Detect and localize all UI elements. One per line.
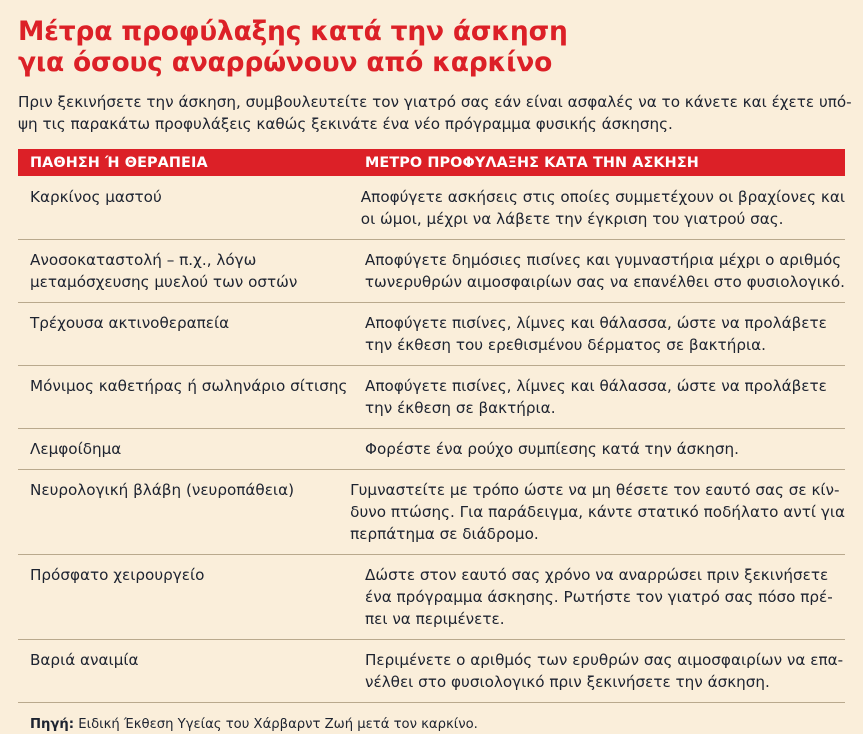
cell-precaution-line: περπάτημα σε διάδρομο. — [350, 525, 539, 543]
cell-precaution-line: την έκθεση του ερεθισμένου δέρματος σε βακτήρια. — [365, 336, 766, 354]
cell-precaution-line: τωνερυθρών αιμοσφαιρίων σας να επανέλθει στο φυσιολογικό. — [364, 273, 845, 291]
table-row — [18, 240, 845, 303]
source-text: Ειδική Έκθεση Υγείας του Χάρβαρντ Ζωή μετά τον καρκίνο. — [78, 717, 478, 732]
cell-condition-line: Νευρολογική βλάβη (νευροπάθεια) — [30, 481, 295, 499]
cell-precaution — [365, 564, 845, 630]
cell-condition-line: Πρόσφατο χειρουργείο — [30, 566, 205, 584]
cell-condition — [18, 479, 350, 545]
cell-precaution-line: Αποφύγετε πισίνες, λίμνες και θάλασσα, ώστε να προλάβετε — [365, 314, 827, 332]
cell-precaution — [365, 249, 845, 293]
precautions-table — [18, 149, 845, 703]
cell-precaution-line: δυνο πτώσης. Για παράδειγμα, κάντε στατικό ποδήλατο αντί για — [350, 503, 845, 521]
table-header-condition: ΠΑΘΗΣΗ Ή ΘΕΡΑΠΕΙΑ — [30, 154, 208, 171]
cell-precaution — [365, 375, 845, 419]
table-row — [18, 429, 845, 470]
cell-precaution-line: νέλθει στο φυσιολογικό πριν ξεκινήσετε την άσκηση. — [365, 673, 770, 691]
cell-condition-line: Τρέχουσα ακτινοθεραπεία — [30, 314, 230, 332]
cell-condition-line: μεταμόσχευσης μυελού των οστών — [30, 273, 298, 291]
table-row — [18, 366, 845, 429]
source-note — [18, 716, 845, 734]
cell-precaution-line: Φορέστε ένα ρούχο συμπίεσης κατά την άσκηση. — [365, 440, 739, 458]
cell-condition — [18, 186, 361, 230]
cell-condition — [18, 649, 365, 693]
cell-condition — [18, 249, 365, 293]
cell-precaution-line: Γυμναστείτε με τρόπο ώστε να μη θέσετε τον εαυτό σας σε κίν- — [350, 481, 840, 499]
cell-precaution-line: Περιμένετε ο αριθμός των ερυθρών σας αιμοσφαιρίων να επα- — [365, 651, 844, 669]
cell-precaution-line: Αποφύγετε πισίνες, λίμνες και θάλασσα, ώστε να προλάβετε — [365, 377, 827, 395]
cell-precaution — [365, 438, 845, 460]
cell-precaution — [350, 479, 845, 545]
cell-condition-line: Μόνιμος καθετήρας ή σωληνάριο σίτισης — [30, 377, 348, 395]
intro-line-1: Πριν ξεκινήσετε την άσκηση, συμβουλευτείτε τον γιατρό σας εάν είναι ασφαλές να το κάνετε και έχετε υπό- — [18, 93, 852, 111]
table-row — [18, 470, 845, 555]
cell-precaution — [361, 186, 845, 230]
source-label: Πηγή: — [30, 717, 75, 732]
cell-condition-line: Καρκίνος μαστού — [30, 188, 162, 206]
cell-condition — [18, 438, 365, 460]
cell-precaution-line: οι ώμοι, μέχρι να λάβετε την έγκριση του γιατρού σας. — [360, 210, 784, 228]
table-body — [18, 176, 845, 703]
intro-line-2: ψη τις παρακάτω προφυλάξεις καθώς ξεκινάτε ένα νέο πρόγραμμα φυσικής άσκησης. — [18, 114, 673, 133]
table-row — [18, 640, 845, 703]
table-header-precaution: ΜΕΤΡΟ ΠΡΟΦΥΛΑΞΗΣ ΚΑΤΑ ΤΗΝ ΑΣΚΗΣΗ — [365, 154, 699, 171]
page-title-line-1: Μέτρα προφύλαξης κατά την άσκηση — [18, 16, 568, 47]
table-row — [18, 303, 845, 366]
cell-precaution-line: ένα πρόγραμμα άσκησης. Ρωτήστε τον γιατρό σας πόσο πρέ- — [365, 588, 833, 606]
table-row — [18, 555, 845, 640]
cell-precaution — [365, 649, 845, 693]
table-header-row — [18, 149, 845, 176]
cell-precaution-line: Αποφύγετε δημόσιες πισίνες και γυμναστήρια μέχρι ο αριθμός — [364, 251, 842, 269]
cell-condition — [18, 312, 365, 356]
page-title — [18, 0, 845, 78]
table-row — [18, 176, 845, 240]
cell-condition-line: Ανοσοκαταστολή – π.χ., λόγω — [30, 251, 257, 269]
page-title-line-2: για όσους αναρρώνουν από καρκίνο — [18, 47, 553, 78]
cell-precaution — [365, 312, 845, 356]
cell-condition — [18, 564, 365, 630]
intro-paragraph — [18, 92, 852, 135]
cell-precaution-line: Δώστε στον εαυτό σας χρόνο να αναρρώσει πριν ξεκινήσετε — [365, 566, 829, 584]
cell-condition-line: Βαριά αναιμία — [30, 651, 139, 669]
cell-condition-line: Λεμφοίδημα — [30, 440, 122, 458]
cell-condition — [18, 375, 365, 419]
cell-precaution-line: την έκθεση σε βακτήρια. — [365, 399, 556, 417]
cell-precaution-line: Αποφύγετε ασκήσεις στις οποίες συμμετέχουν οι βραχίονες και — [360, 188, 845, 206]
cell-precaution-line: πει να περιμένετε. — [365, 610, 505, 628]
